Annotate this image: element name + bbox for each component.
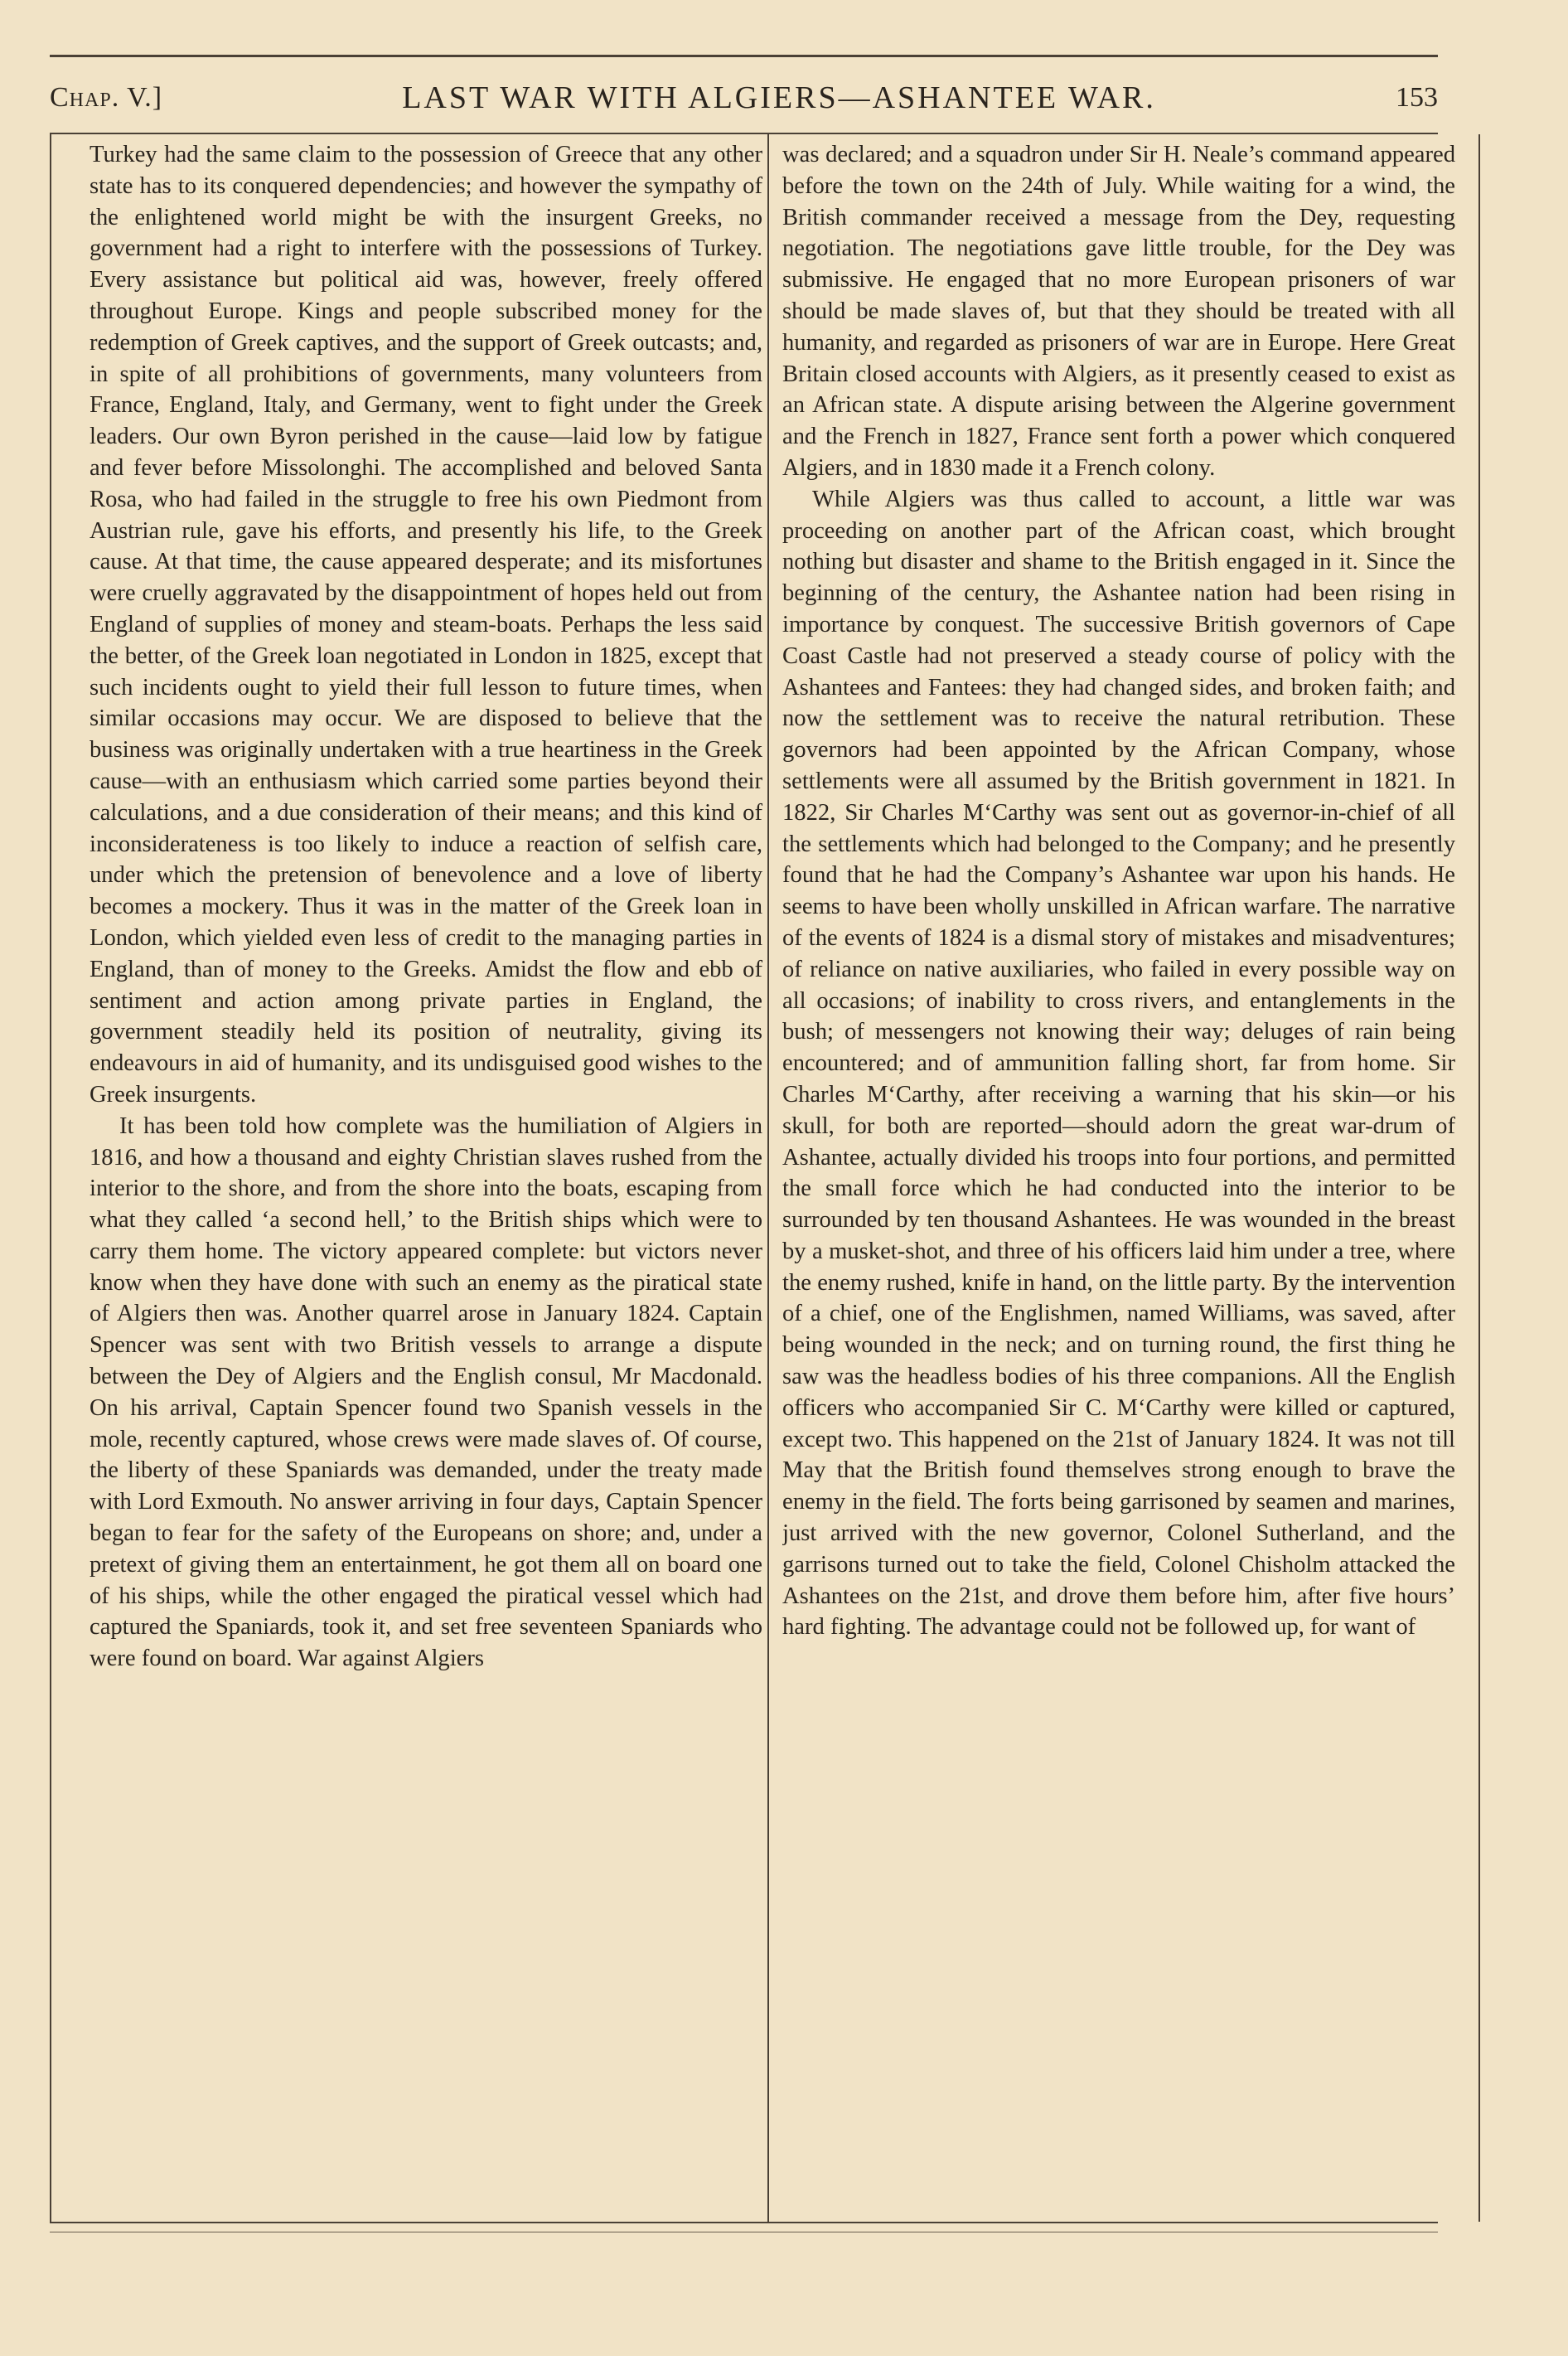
chapter-label: Chap. V.]: [50, 82, 163, 113]
paragraph: was declared; and a squadron under Sir H. Neale’s command appeared before the town on the 24th of July. While waiting for a wind, the British commander received a message from the Dey, requesting negotiation. The negotiations gave little trouble, for the Dey was submissive. He engaged that no more European prisoners of war should be made slaves of, but that they should be treated with all humanity, and regarded as prisoners of war are in Europe. Here Great Britain closed accounts with Algiers, as it presently ceased to exist as an African state. A dispute arising between the Algerine government and the French in 1827, France sent forth a power which conquered Algiers, and in 1830 made it a French colony.: [782, 142, 1455, 481]
running-title: LAST WAR WITH ALGIERS—ASHANTEE WAR.: [402, 80, 1156, 115]
bottom-rule: [50, 2222, 1438, 2223]
paragraph: While Algiers was thus called to account, a little war was proceeding on another part of the African coast, which brought nothing but disaster and shame to the British engaged in it. Since the beginning of the century, the Ashantee nation had been rising in importance by conquest. The successive British governors of Cape Coast Castle had not preserved a steady course of policy with the Ashantees and Fantees: they had changed sides, and broken faith; and now the settlement was to receive the natural retribution. These governors had been appointed by the African Company, whose settlements were all assumed by the British government in 1821. In 1822, Sir Charles M‘Carthy was sent out as governor-in-chief of all the settlements which had belonged to the Company; and he presently found that he had the Company’s Ashantee war upon his hands. He seems to have been wholly unskilled in African warfare. The narrative of the events of 1824 is a dismal story of mistakes and misadventures; of reliance on native auxiliaries, who failed in every possible way on all occasions; of inability to cross rivers, and entanglements in the bush; of messengers not knowing their way; deluges of rain being encountered; and of ammunition falling short, far from home. Sir Charles M‘Carthy, after receiving a warning that his skin—or his skull, for both are reported—should adorn the great war-drum of Ashantee, actually divided his troops into four portions, and permitted the small force which he had conducted into the interior to be surrounded by ten thousand Ashantees. He was wounded in the breast by a musket-shot, and three of his officers laid him under a tree, where the enemy rushed, knife in hand, on the little party. By the intervention of a chief, one of the Englishmen, named Williams, was saved, after being wounded in the neck; and on turning round, the first thing he saw was the headless bodies of his three companions. All the English officers who accompanied Sir C. M‘Carthy were killed or captured, except two. This happened on the 21st of January 1824. It was not till May that the British found themselves strong enough to brave the enemy in the field. The forts being garrisoned by seamen and marines, just arrived with the new governor, Colonel Sutherland, and the garrisons turned out to take the field, Colonel Chisholm attacked the Ashantees on the 21st, and drove them before him, after five hours’ hard fighting. The advantage could not be followed up, for want of: [782, 486, 1455, 1641]
paragraph: It has been told how complete was the humiliation of Algiers in 1816, and how a thousand and eighty Christian slaves rushed from the interior to the shore, and from the shore into the boats, escaping from what they called ‘a second hell,’ to the British ships which were to carry them home. The victory appeared complete: but victors never know when they have done with such an enemy as the piratical state of Algiers then was. Another quarrel arose in January 1824. Captain Spencer was sent with two British vessels to arrange a dispute between the Dey of Algiers and the English consul, Mr Macdonald. On his arrival, Captain Spencer found two Spanish vessels in the mole, recently captured, whose crews were made slaves of. Of course, the liberty of these Spaniards was demanded, under the treaty made with Lord Exmouth. No answer arriving in four days, Captain Spencer began to fear for the safety of the Europeans on shore; and, under a pretext of giving them an entertainment, he got them all on board one of his ships, while the other engaged the piratical vessel which had captured the Spaniards, took it, and set free seventeen Spaniards who were found on board. War against Algiers: [90, 1113, 762, 1672]
column-divider: [767, 134, 769, 2222]
running-head: [50, 73, 1438, 123]
left-border-rule: [50, 134, 51, 2222]
left-column: [90, 139, 762, 2212]
top-rule: [50, 55, 1438, 57]
page-number: 153: [1396, 82, 1438, 113]
header-rule: [50, 133, 1438, 134]
paragraph: Turkey had the same claim to the possession of Greece that any other state has to its conquered dependencies; and however the sympathy of the enlightened world might be with the insurgent Greeks, no government had a right to interfere with the possessions of Turkey. Every assistance but political aid was, however, freely offered throughout Europe. Kings and people subscribed money for the redemption of Greek captives, and the support of Greek outcasts; and, in spite of all prohibitions of governments, many volunteers from France, England, Italy, and Germany, went to fight under the Greek leaders. Our own Byron perished in the cause—laid low by fatigue and fever before Missolonghi. The accomplished and beloved Santa Rosa, who had failed in the struggle to free his own Piedmont from Austrian rule, gave his efforts, and presently his life, to the Greek cause. At that time, the cause appeared desperate; and its misfortunes were cruelly aggravated by the disappointment of hopes held out from England of supplies of money and steam-boats. Perhaps the less said the better, of the Greek loan negotiated in London in 1825, except that such incidents ought to yield their full lesson to future times, when similar occasions may occur. We are disposed to believe that the business was originally undertaken with a true heartiness in the Greek cause—with an enthusiasm which carried some parties beyond their calculations, and a due consideration of their means; and this kind of inconsiderateness is too likely to induce a reaction of selfish care, under which the pretension of benevolence and a love of liberty becomes a mockery. Thus it was in the matter of the Greek loan in London, which yielded even less of credit to the managing parties in England, than of money to the Greeks. Amidst the flow and ebb of sentiment and action among private parties in England, the government steadily held its position of neutrality, giving its endeavours in aid of humanity, and its undisguised good wishes to the Greek insurgents.: [90, 142, 762, 1108]
right-column: [782, 139, 1455, 2212]
right-border-rule: [1478, 134, 1480, 2222]
